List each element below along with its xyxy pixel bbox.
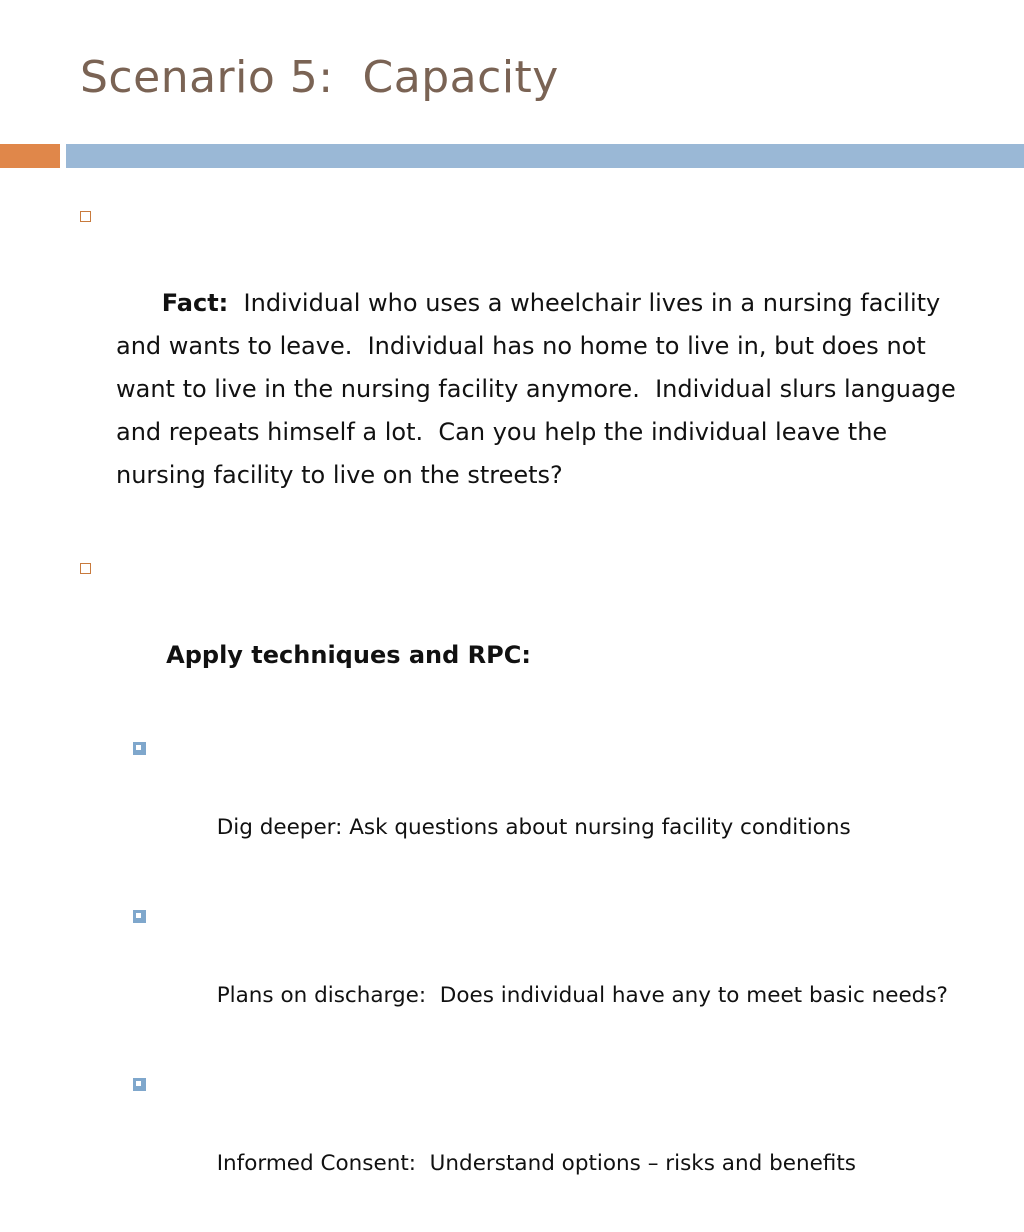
- sub-bullet-text: Plans on discharge: Does individual have any to meet basic needs?: [216, 983, 948, 1008]
- bullet-fact: [80, 196, 980, 540]
- sub-bullet-text: Informed Consent: Understand options – risks and benefits: [216, 1151, 856, 1176]
- bullet-fact-text: Individual who uses a wheelchair lives in a nursing facility and wants to leave. Individual has no home to live in, but does not want to live in the nursing facility anymore. Individual slurs language and repeats himself a lot. Can you help the individual leave the nursing facility to live on the streets?: [116, 289, 964, 489]
- bullet-fact-lead: Fact:: [161, 289, 229, 317]
- slide-body: [80, 196, 980, 1232]
- hollow-square-bullet-icon: [80, 211, 91, 222]
- title-accent-blue-bar: [66, 144, 1024, 168]
- filled-square-bullet-icon: [133, 1078, 146, 1091]
- filled-square-bullet-icon: [133, 910, 146, 923]
- sub-bullet-text: Dig deeper: Ask questions about nursing facility conditions: [216, 815, 851, 840]
- sub-bullet-dig-deeper: [125, 728, 962, 888]
- bullet-apply-techniques-text: Apply techniques and RPC:: [166, 641, 531, 669]
- bullet-apply-techniques: [80, 548, 980, 720]
- sub-bullet-informed-consent: [125, 1064, 962, 1224]
- title-accent-orange-bar: [0, 144, 60, 168]
- sub-bullet-list: [125, 728, 980, 1224]
- hollow-square-bullet-icon: [80, 563, 91, 574]
- slide-title: Scenario 5: Capacity: [80, 52, 559, 103]
- sub-bullet-plans-on-discharge: [125, 896, 962, 1056]
- filled-square-bullet-icon: [133, 742, 146, 755]
